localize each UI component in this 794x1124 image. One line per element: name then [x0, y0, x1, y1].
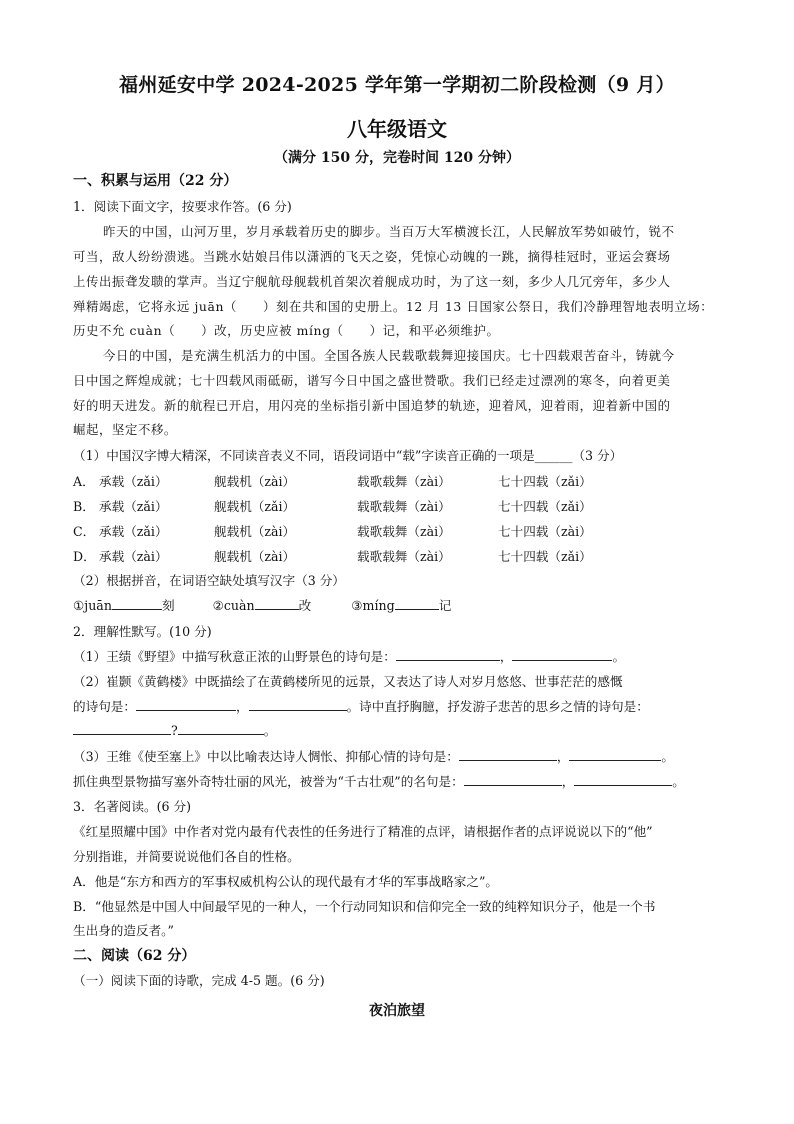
option-cell: 舰载机（zài）: [214, 549, 296, 564]
answer-blank[interactable]: [136, 698, 236, 711]
passage-line: 历史不允 cuàn（ ）改，历史应被 míng（ ）记，和平必须维护。: [73, 323, 500, 338]
q3-p1: 《红星照耀中国》中作者对党内最有代表性的任务进行了精准的点评，请根据作者的点评说说以下的“他”: [73, 824, 653, 839]
answer-blank[interactable]: [569, 748, 661, 761]
pinyin-tail: 改: [298, 598, 312, 613]
passage-line: 今日的中国，是充满生机活力的中国。全国各族人民载歌载舞迎接国庆。七十四载艰苦奋斗，铸就今: [103, 348, 675, 363]
answer-blank[interactable]: [574, 773, 672, 786]
q2-s3b-text: 抓住典型景物描写塞外奇特壮丽的风光，被誉为“千古壮观”的名句是：: [73, 774, 464, 789]
answer-blank[interactable]: [395, 597, 439, 610]
q3-option-b-cont: 生出身的造反者。”: [73, 923, 174, 938]
answer-blank[interactable]: [464, 773, 562, 786]
scoring-note: （满分 150 分，完卷时间 120 分钟）: [274, 150, 520, 166]
answer-blank[interactable]: [512, 648, 612, 661]
option-cell: 承载（zǎi）: [99, 474, 168, 489]
q1-intro: 1．阅读下面文字，按要求作答。(6 分): [73, 199, 292, 214]
reading-intro: （一）阅读下面的诗歌，完成 4-5 题。(6 分): [73, 973, 325, 988]
pinyin-row: [73, 597, 723, 615]
section-1-heading: 一、积累与运用（22 分）: [73, 173, 238, 189]
answer-blank[interactable]: [459, 748, 557, 761]
option-cell: 舰载机（zài）: [214, 474, 296, 489]
option-cell: 舰载机（zài）: [214, 524, 296, 539]
option-letter: D．: [73, 549, 96, 564]
q3-p2: 分别指谁，并简要说说他们各自的性格。: [73, 849, 300, 864]
pinyin-tail: 刻: [161, 598, 175, 613]
option-cell: 七十四载（zǎi）: [498, 474, 592, 489]
answer-blank[interactable]: [178, 722, 264, 735]
q3-option-b: B．“他显然是中国人中间最罕见的一种人，一个行动同知识和信仰完全一致的纯粹知识分子，他是一个书: [73, 899, 656, 914]
passage-line: 好的明天进发。新的航程已开启，用闪亮的坐标指引新中国追梦的轨迹，迎着风，迎着雨，迎着新中国的: [73, 398, 671, 413]
option-cell: 承载（zǎi）: [99, 524, 168, 539]
poem-title: 夜泊旅望: [369, 1003, 425, 1019]
q2-s3b: 抓住典型景物描写塞外奇特壮丽的风光，被誉为“千古壮观”的名句是： ， 。: [73, 774, 685, 789]
q1-sub2: （2）根据拼音，在词语空缺处填写汉字（3 分）: [73, 573, 345, 588]
option-cell: 七十四载（zǎi）: [498, 499, 592, 514]
option-letter: C．: [73, 524, 96, 539]
answer-blank[interactable]: [73, 722, 171, 735]
passage-line: 上传出振聋发聩的掌声。当辽宁舰航母舰载机首架次着舰成功时，为了这一刻，多少人几冗旁年，多少人: [73, 274, 671, 289]
q2-s3a-text: （3）王维《使至塞上》中以比喻表达诗人惆怅、抑郁心情的诗句是：: [73, 749, 459, 764]
answer-blank[interactable]: [112, 597, 162, 610]
answer-blank[interactable]: [255, 597, 299, 610]
q2-intro: 2．理解性默写。(10 分): [73, 624, 212, 639]
passage-line: 日中国之辉煌成就；七十四载风雨砥砺，谱写今日中国之盛世赞歌。我们已经走过漂冽的寒冬，向着更美: [73, 373, 671, 388]
option-letter: A．: [73, 474, 95, 489]
passage-line: 殚精竭虑，它将永远 juān（ ）刻在共和国的史册上。12 月 13 日国家公祭日，我们冷静理智地表明立场：: [73, 299, 714, 314]
q2-s1: （1）王绩《野望》中描写秋意正浓的山野景色的诗句是： ， 。: [73, 649, 626, 664]
q2-s3a: （3）王维《使至塞上》中以比喻表达诗人惆怅、抑郁心情的诗句是： ， 。: [73, 749, 675, 764]
q3-option-a: A．他是“东方和西方的军事权威机构公认的现代最有才华的军事战略家之”。: [73, 874, 498, 889]
q3-intro: 3．名著阅读。(6 分): [73, 799, 192, 814]
pinyin-label: ①juān: [73, 598, 112, 613]
section-2-heading: 二、阅读（62 分）: [73, 948, 196, 964]
option-cell: 载歌载舞（zài）: [357, 524, 451, 539]
pinyin-label: ②cuàn: [212, 598, 255, 613]
option-cell: 舰载机（zǎi）: [214, 499, 296, 514]
answer-blank[interactable]: [249, 698, 347, 711]
q2-s2c-text: 。诗中直抒胸臆，抒发游子悲苦的思乡之情的诗句是：: [346, 699, 649, 714]
q2-s2d: ? 。: [73, 722, 723, 740]
option-cell: 七十四载（zǎi）: [498, 549, 592, 564]
pinyin-label: ③míng: [351, 598, 395, 613]
answer-blank[interactable]: [396, 648, 500, 661]
q2-s2a: （2）崔颢《黄鹤楼》中既描绘了在黄鹤楼所见的远景，又表达了诗人对岁月悠悠、世事茫茫的感慨: [73, 674, 623, 689]
option-cell: 载歌载舞（zài）: [357, 499, 451, 514]
option-cell: 承载（zài）: [99, 549, 168, 564]
q2-s1-text: （1）王绩《野望》中描写秋意正浓的山野景色的诗句是：: [73, 649, 396, 664]
option-cell: 载歌载舞（zài）: [357, 474, 451, 489]
exam-title: 福州延安中学 2024-2025 学年第一学期初二阶段检测（9 月）: [119, 74, 675, 96]
passage-line: 可当，敌人纷纷溃逃。当跳水姑娘吕伟以潇洒的飞天之姿，凭惊心动魄的一跳，摘得桂冠时，亚运会赛场: [73, 249, 671, 264]
q2-s2b: 的诗句是： ， 。诗中直抒胸臆，抒发游子悲苦的思乡之情的诗句是：: [73, 699, 649, 714]
q1-sub1: （1）中国汉字博大精深，不同读音表义不同，语段词语中“载”字读音正确的一项是______（3 分）: [73, 448, 623, 463]
passage-line: 崛起，坚定不移。: [73, 422, 177, 437]
option-cell: 七十四载（zài）: [498, 524, 592, 539]
option-cell: 载歌载舞（zài）: [357, 549, 451, 564]
passage-line: 昨天的中国，山河万里，岁月承载着历史的脚步。当百万大军横渡长江，人民解放军势如破竹，锐不: [103, 224, 675, 239]
q2-s2b-text: 的诗句是：: [73, 699, 136, 714]
pinyin-tail: 记: [438, 598, 452, 613]
option-letter: B．: [73, 499, 95, 514]
subject-title: 八年级语文: [347, 117, 447, 141]
option-cell: 承载（zǎi）: [99, 499, 168, 514]
